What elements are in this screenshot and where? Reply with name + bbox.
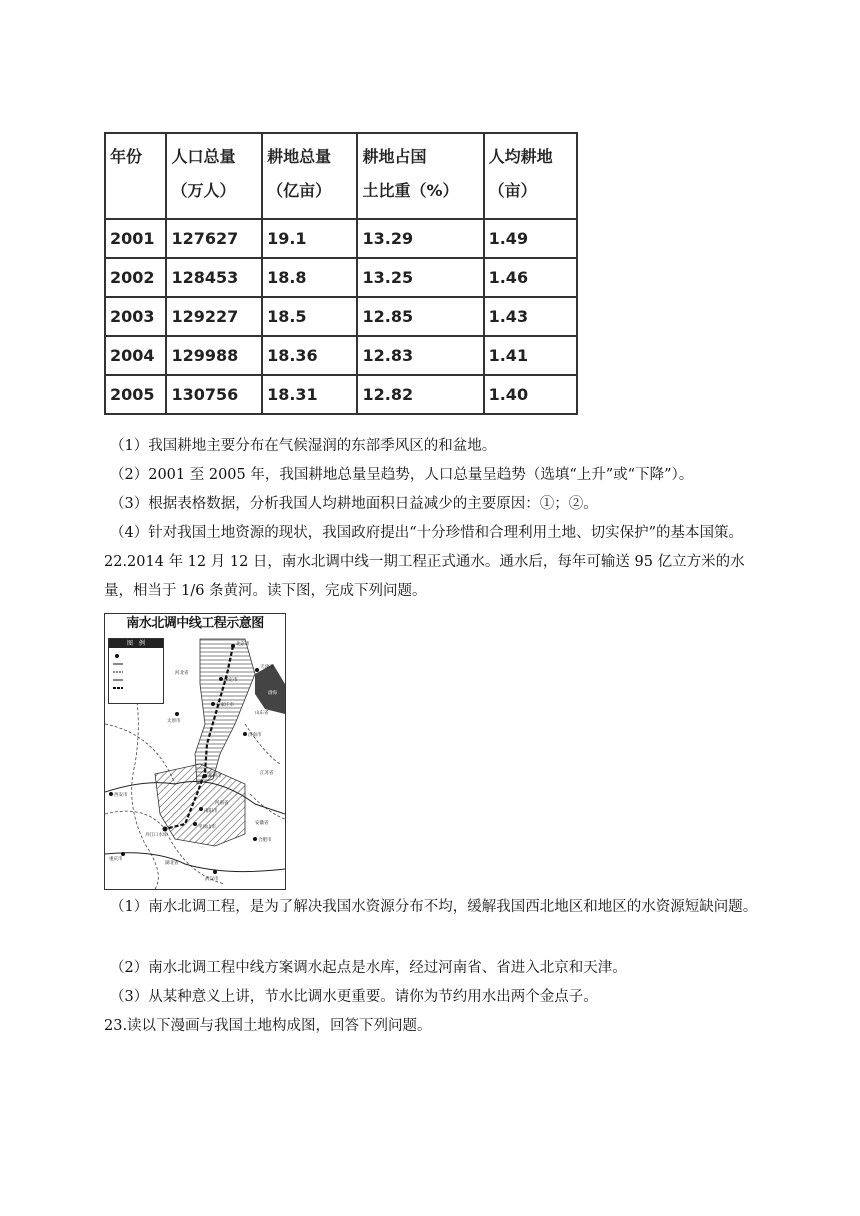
table-row (105, 297, 577, 336)
map-label: 武汉市 (205, 877, 219, 882)
header-line: 耕地占国 (362, 147, 427, 166)
table-cell: 127627 (166, 219, 262, 258)
map-label: 保定市 (224, 678, 238, 683)
header-line: 年份 (110, 147, 143, 166)
receiving-region-shape (195, 639, 255, 784)
map-label: 山东省 (255, 711, 269, 716)
map-label: 西安市 (114, 793, 128, 798)
map-label: 石家庄市 (216, 703, 234, 708)
map-label: 湖北省 (165, 861, 179, 866)
table-header-row (105, 133, 577, 219)
q22-part1: （1）南水北调工程，是为了解决我国水资源分布不均，缓解我国西北地区和地区的水资源短缺问题。 (110, 899, 758, 915)
header-cell-per-capita (484, 133, 577, 219)
header-cell-farmland-total (262, 133, 357, 219)
legend-head: 图 例 (109, 639, 163, 648)
table-cell: 128453 (166, 258, 262, 297)
south-north-water-map (104, 613, 286, 890)
table-cell: 2005 (105, 375, 166, 414)
table-row (105, 375, 577, 414)
farmland-data-table (104, 132, 578, 415)
table-cell: 18.5 (262, 297, 357, 336)
header-line: 人口总量 (171, 147, 236, 166)
map-label: 北京市 (236, 642, 250, 647)
table-row (105, 258, 577, 297)
q21-part2: （2）2001 至 2005 年，我国耕地总量呈趋势，人口总量呈趋势（选填“上升”或“下降”）。 (110, 467, 694, 483)
header-unit: 土比重（%） (362, 181, 459, 200)
table-cell: 2004 (105, 336, 166, 375)
table-row (105, 336, 577, 375)
map-label: 江苏省 (260, 771, 274, 776)
map-label: 河北省 (175, 671, 189, 676)
table-cell: 12.83 (357, 336, 483, 375)
map-label: 南阳市 (204, 809, 218, 814)
table-cell: 13.29 (357, 219, 483, 258)
q22-intro: 22.2014 年 12 月 12 日，南水北调中线一期工程正式通水。通水后，每年可输送 95 亿立方米的水量，相当于 1/6 条黄河。读下图，完成下列问题。 (104, 554, 745, 599)
table-cell: 18.31 (262, 375, 357, 414)
map-label: 渤海 (268, 691, 277, 696)
map-label: 重庆市 (109, 857, 123, 862)
header-cell-population (166, 133, 262, 219)
table-cell: 12.85 (357, 297, 483, 336)
header-line: 耕地总量 (267, 147, 332, 166)
legend-symbols (109, 648, 163, 702)
map-label: 河南省 (215, 801, 229, 806)
table-cell: 129988 (166, 336, 262, 375)
map-label: 郑州市 (208, 774, 222, 779)
map-title: 南水北调中线工程示意图 (126, 616, 264, 631)
q22-part3: （3）从某种意义上讲，节水比调水更重要。请你为节约用水出两个金点子。 (110, 989, 598, 1005)
table-cell: 18.36 (262, 336, 357, 375)
header-cell-year (105, 133, 166, 219)
q22-part2: （2）南水北调工程中线方案调水起点是水库，经过河南省、省进入北京和天津。 (110, 960, 627, 976)
map-label: 安徽省 (255, 821, 269, 826)
table-cell: 1.41 (484, 336, 577, 375)
map-label: 天津市 (260, 665, 274, 670)
table-cell: 1.40 (484, 375, 577, 414)
source-region-shape (155, 764, 245, 846)
table-cell: 2001 (105, 219, 166, 258)
q21-part3: （3）根据表格数据，分析我国人均耕地面积日益减少的主要原因：①；②。 (110, 496, 598, 512)
map-label: 平顶山市 (198, 825, 216, 830)
table-cell: 130756 (166, 375, 262, 414)
map-legend (108, 638, 164, 704)
q23-intro: 23.读以下漫画与我国土地构成图，回答下列问题。 (104, 1018, 432, 1034)
header-cell-farmland-ratio (357, 133, 483, 219)
q21-part4: （4）针对我国土地资源的现状，我国政府提出“十分珍惜和合理利用土地、切实保护”的基本国策。 (110, 525, 744, 541)
table-cell: 12.82 (357, 375, 483, 414)
table-cell: 129227 (166, 297, 262, 336)
table-cell: 1.49 (484, 219, 577, 258)
map-label: 济南市 (248, 733, 262, 738)
table-row (105, 219, 577, 258)
table-cell: 1.46 (484, 258, 577, 297)
q21-part1: （1）我国耕地主要分布在气候湿润的东部季风区的和盆地。 (110, 438, 497, 454)
bohai-sea-shape (255, 664, 285, 714)
map-label: 太原市 (167, 719, 181, 724)
table-cell: 2003 (105, 297, 166, 336)
header-line: 人均耕地 (488, 147, 553, 166)
header-unit: （亿亩） (267, 181, 332, 200)
header-unit: （亩） (488, 181, 537, 200)
table-cell: 19.1 (262, 219, 357, 258)
header-unit: （万人） (171, 181, 236, 200)
table-cell: 18.8 (262, 258, 357, 297)
table-cell: 2002 (105, 258, 166, 297)
table-cell: 1.43 (484, 297, 577, 336)
map-label: 合肥市 (258, 838, 272, 843)
map-label: 丹江口水库 (145, 833, 168, 838)
table-cell: 13.25 (357, 258, 483, 297)
